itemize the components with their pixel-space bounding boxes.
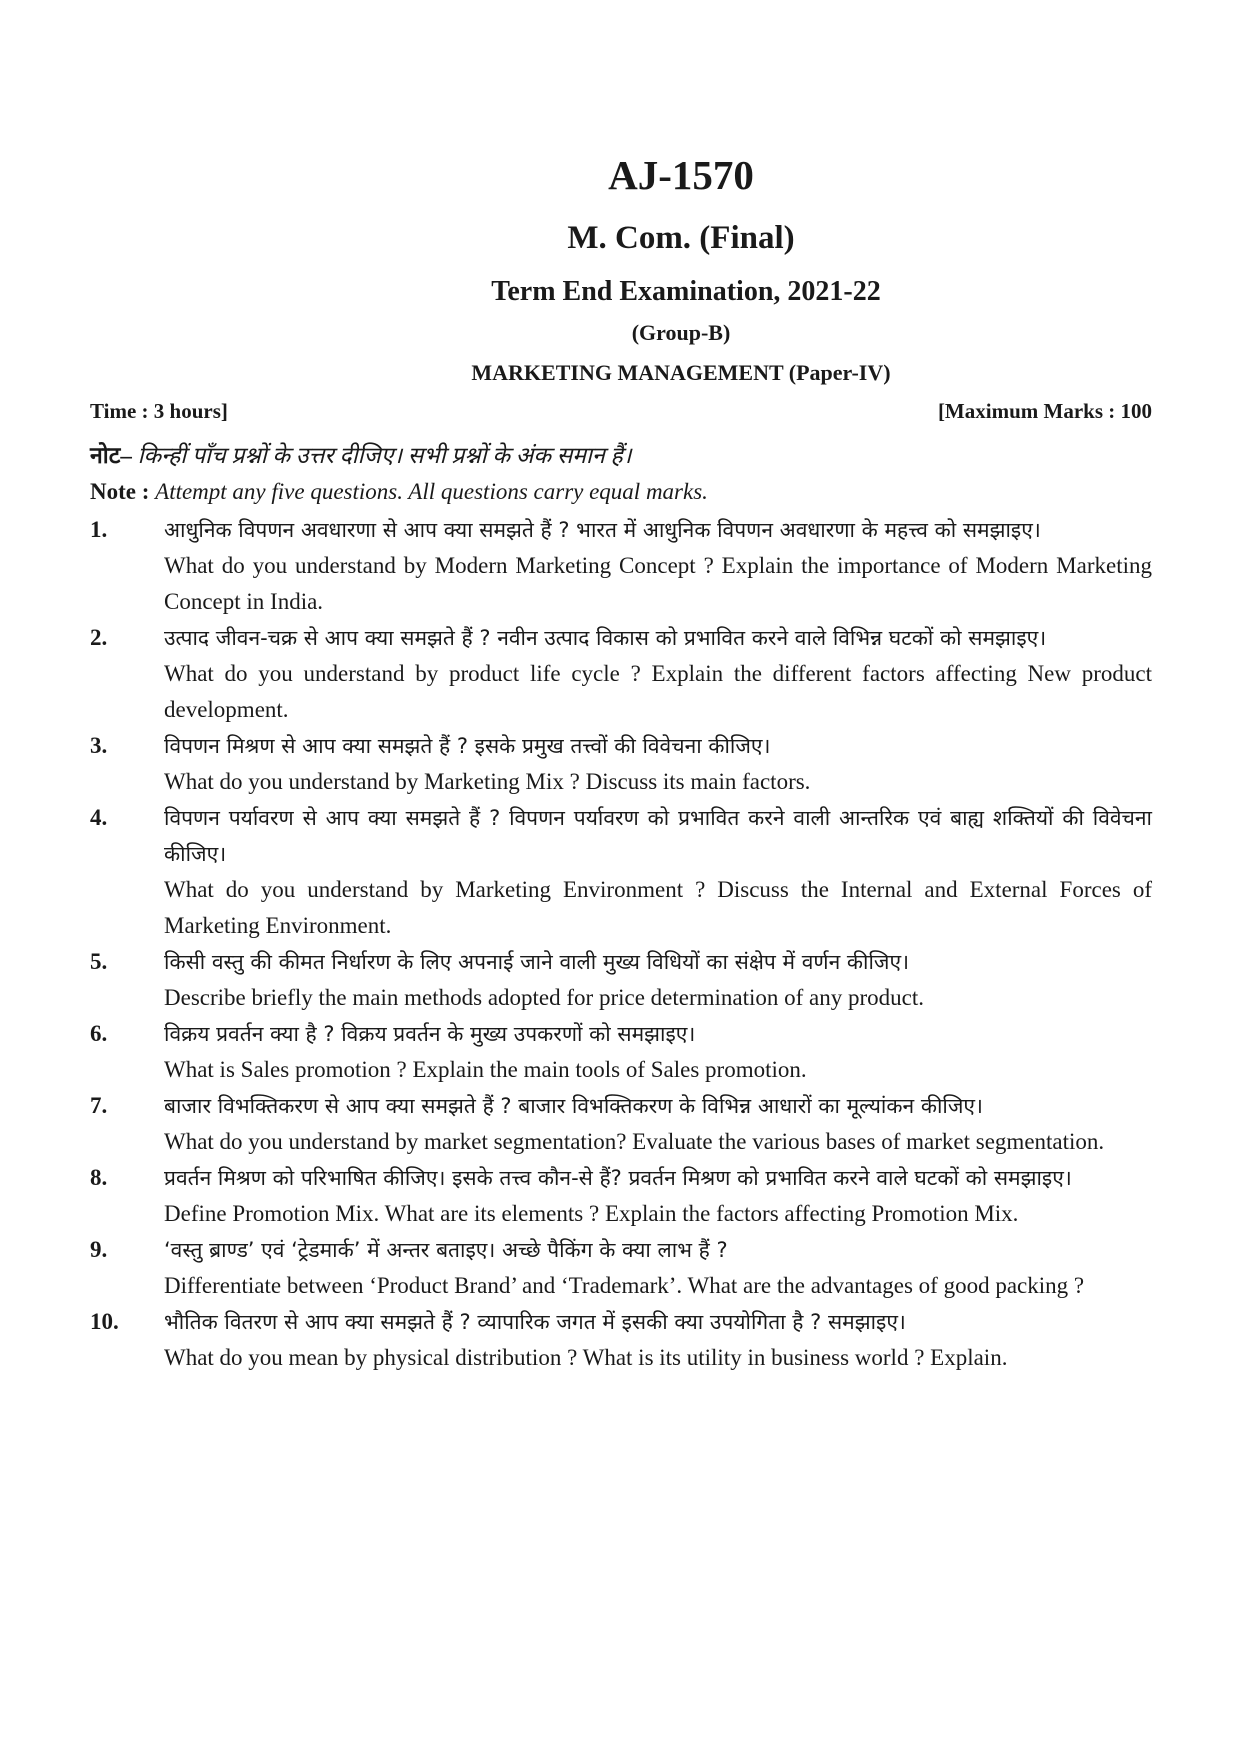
question-item <box>90 512 1152 620</box>
question-hindi: किसी वस्तु की कीमत निर्धारण के लिए अपनाई जाने वाली मुख्य विधियों का संक्षेप में वर्णन कीजिए। <box>164 950 910 974</box>
exam-paper <box>90 150 1152 1376</box>
question-item <box>90 620 1152 728</box>
question-number: 6. <box>90 1021 108 1046</box>
question-number: 5. <box>90 949 108 974</box>
note-english-text: Attempt any five questions. All questions carry equal marks. <box>155 479 708 504</box>
question-english: Describe briefly the main methods adopted for price determination of any product. <box>164 985 925 1010</box>
group-label: (Group-B) <box>631 320 731 345</box>
question-number: 8. <box>90 1165 108 1190</box>
paper-header <box>90 150 1152 388</box>
max-marks-label: [Maximum Marks : 100 <box>937 399 1152 423</box>
question-english: What do you understand by market segmentation? Evaluate the various bases of market segmentation. <box>164 1129 1105 1154</box>
question-number: 10. <box>90 1309 119 1334</box>
question-number: 4. <box>90 805 108 830</box>
question-item <box>90 1088 1152 1160</box>
question-item <box>90 1304 1152 1376</box>
question-hindi: प्रवर्तन मिश्रण को परिभाषित कीजिए। इसके तत्त्व कौन-से हैं? प्रवर्तन मिश्रण को प्रभावित करने वाले घटकों को समझाइए। <box>164 1166 1072 1190</box>
exam-title: Term End Examination, 2021-22 <box>491 276 881 307</box>
question-hindi: ‘वस्तु ब्राण्ड’ एवं ‘ट्रेडमार्क’ में अन्तर बताइए। अच्छे पैकिंग के क्या लाभ हैं ? <box>164 1238 728 1262</box>
note-hindi <box>90 438 1152 474</box>
question-english: What is Sales promotion ? Explain the main tools of Sales promotion. <box>164 1057 807 1082</box>
note-english <box>90 474 1152 510</box>
question-hindi: भौतिक वितरण से आप क्या समझते हैं ? व्यापारिक जगत में इसकी क्या उपयोगिता है ? समझाइए। <box>164 1310 906 1334</box>
time-label: Time : 3 hours] <box>90 399 228 423</box>
question-hindi: आधुनिक विपणन अवधारणा से आप क्या समझते हैं ? भारत में आधुनिक विपणन अवधारणा के महत्त्व को समझाइए। <box>164 518 1041 542</box>
question-english: What do you understand by Modern Marketing Concept ? Explain the importance of Modern Marketing Concept in India. <box>164 553 1152 614</box>
note-hindi-text: किन्हीं पाँच प्रश्नों के उत्तर दीजिए। सभी प्रश्नों के अंक समान हैं। <box>137 443 632 468</box>
question-number: 7. <box>90 1093 108 1118</box>
question-item <box>90 1016 1152 1088</box>
question-english: What do you understand by product life cycle ? Explain the different factors affecting New product development. <box>164 661 1152 722</box>
question-english: What do you understand by Marketing Environment ? Discuss the Internal and External Forces of Marketing Environment. <box>164 877 1152 938</box>
question-hindi: विपणन पर्यावरण से आप क्या समझते हैं ? विपणन पर्यावरण को प्रभावित करने वाली आन्तरिक एवं बाह्य शक्तियों की विवेचना कीजिए। <box>164 806 1152 866</box>
question-item <box>90 800 1152 944</box>
question-number: 3. <box>90 733 108 758</box>
subject-title: MARKETING MANAGEMENT (Paper-IV) <box>471 360 891 385</box>
paper-code: AJ-1570 <box>608 152 754 198</box>
question-number: 2. <box>90 625 108 650</box>
question-hindi: विपणन मिश्रण से आप क्या समझते हैं ? इसके प्रमुख तत्त्वों की विवेचना कीजिए। <box>164 734 771 758</box>
note-hindi-label: नोट– <box>90 443 132 468</box>
question-english: Differentiate between ‘Product Brand’ and ‘Trademark’. What are the advantages of good packing ? <box>164 1273 1085 1298</box>
course-title: M. Com. (Final) <box>567 220 795 256</box>
question-item <box>90 728 1152 800</box>
question-item <box>90 944 1152 1016</box>
question-english: What do you mean by physical distribution ? What is its utility in business world ? Explain. <box>164 1345 1008 1370</box>
question-number: 9. <box>90 1237 108 1262</box>
question-item <box>90 1160 1152 1232</box>
question-english: Define Promotion Mix. What are its elements ? Explain the factors affecting Promotion Mix. <box>164 1201 1019 1226</box>
note-english-label: Note : <box>90 479 150 504</box>
exam-meta <box>90 396 1152 426</box>
question-list <box>90 512 1152 1376</box>
question-number: 1. <box>90 517 108 542</box>
question-hindi: बाजार विभक्तिकरण से आप क्या समझते हैं ? बाजार विभक्तिकरण के विभिन्न आधारों का मूल्यांकन कीजिए। <box>164 1094 983 1118</box>
question-english: What do you understand by Marketing Mix ? Discuss its main factors. <box>164 769 811 794</box>
question-hindi: विक्रय प्रवर्तन क्या है ? विक्रय प्रवर्तन के मुख्य उपकरणों को समझाइए। <box>164 1022 696 1046</box>
question-hindi: उत्पाद जीवन-चक्र से आप क्या समझते हैं ? नवीन उत्पाद विकास को प्रभावित करने वाले विभिन्न घटकों को समझाइए। <box>164 626 1047 650</box>
question-item <box>90 1232 1152 1304</box>
